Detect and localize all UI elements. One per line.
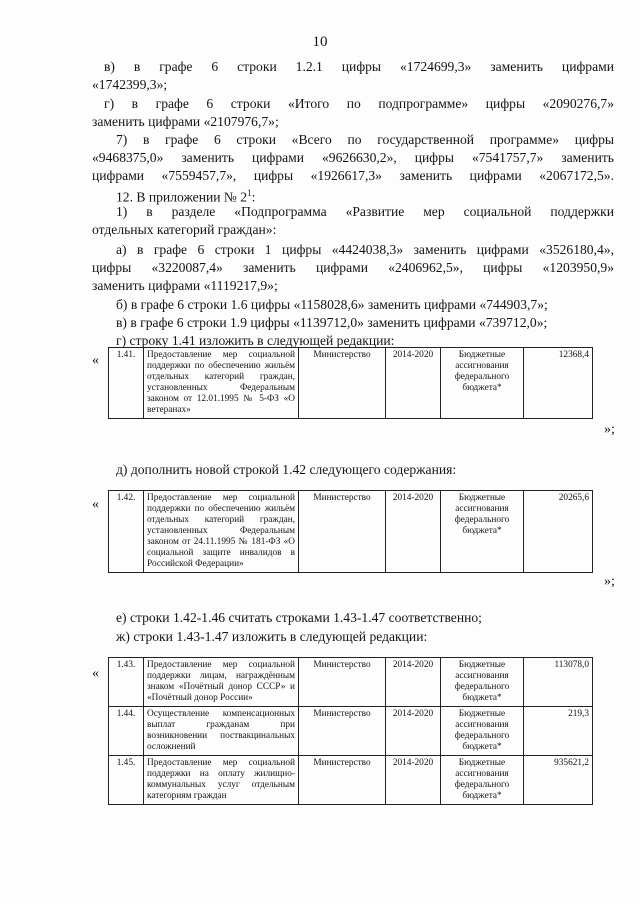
row-source: Бюджетные ассигнования федерального бюджета*	[441, 707, 524, 756]
table-row	[109, 756, 593, 805]
paragraph-v2: в) в графе 6 строки 1.9 цифры «1139712,0» заменить цифрами «739712,0»;	[116, 315, 548, 330]
paragraph-zh: ж) строки 1.43-1.47 изложить в следующей редакции:	[116, 629, 428, 644]
row-ministry: Министерство	[299, 658, 386, 707]
paragraph-1-line2: отдельных категорий граждан»:	[92, 222, 277, 237]
row-description: Предоставление мер социальной поддержки на оплату жилищно-коммунальных услуг отдельным категориям граждан	[144, 756, 299, 805]
row-amount: 219,3	[524, 707, 593, 756]
row-description: Предоставление мер социальной поддержки по обеспечению жильём отдельных категорий граждан, установленных Федеральным законом от 12.01.1995 № 5-ФЗ «О ветеранах»	[144, 348, 299, 419]
row-amount: 113078,0	[524, 658, 593, 707]
paragraph-d: д) дополнить новой строкой 1.42 следующего содержания:	[116, 462, 457, 477]
row-description: Предоставление мер социальной поддержки лицам, награждённым знаком «Почётный донор СССР» и «Почётный донор России»	[144, 658, 299, 707]
paragraph-v-line1: в) в графе 6 строки 1.2.1 цифры «1724699,3» заменить цифрами	[104, 59, 614, 74]
row-number: 1.43.	[109, 658, 144, 707]
paragraph-7-line2: «9468375,0» заменить цифрами «9626630,2», цифры «7541757,7» заменить	[92, 150, 614, 165]
paragraph-a-line1: а) в графе 6 строки 1 цифры «4424038,3» заменить цифрами «3526180,4»,	[116, 242, 614, 257]
quote-close-2: »;	[604, 574, 615, 589]
table-row	[109, 658, 593, 707]
paragraph-g-line2: заменить цифрами «2107976,7»;	[92, 114, 279, 129]
table-rows-1-43-1-45	[108, 657, 593, 805]
paragraph-e: е) строки 1.42-1.46 считать строками 1.43-1.47 соответственно;	[116, 610, 482, 625]
row-years: 2014-2020	[386, 348, 441, 419]
row-source: Бюджетные ассигнования федерального бюджета*	[441, 756, 524, 805]
paragraph-7-line3: цифрами «7559457,7», цифры «1926617,3» заменить цифрами «2067172,5».	[92, 168, 614, 183]
row-ministry: Министерство	[299, 348, 386, 419]
row-number: 1.41.	[109, 348, 144, 419]
paragraph-g-line1: г) в графе 6 строки «Итого по подпрограмме» цифры «2090276,7»	[104, 96, 614, 111]
paragraph-12-colon: :	[251, 189, 256, 205]
paragraph-v-line2: «1742399,3»;	[92, 77, 168, 92]
row-description: Предоставление мер социальной поддержки по обеспечению жильём отдельных категорий граждан, установленных Федеральным законом от 24.11.1995 № 181-ФЗ «О социальной защите инвалидов в Российской Федерации»	[144, 491, 299, 573]
row-ministry: Министерство	[299, 707, 386, 756]
row-years: 2014-2020	[386, 491, 441, 573]
row-ministry: Министерство	[299, 756, 386, 805]
quote-close-1: »;	[604, 422, 615, 437]
paragraph-a-line2: цифры «3220087,4» заменить цифрами «2406962,5», цифры «1203950,9»	[92, 260, 614, 275]
paragraph-b: б) в графе 6 строки 1.6 цифры «1158028,6» заменить цифрами «744903,7»;	[116, 297, 548, 312]
table-row-1-42	[108, 490, 593, 573]
quote-open-1: «	[92, 353, 99, 368]
table-row-1-41	[108, 347, 593, 419]
table-row	[109, 707, 593, 756]
row-ministry: Министерство	[299, 491, 386, 573]
paragraph-7-line1: 7) в графе 6 строки «Всего по государственной программе» цифры	[116, 132, 614, 147]
page-number: 10	[312, 34, 328, 50]
row-amount: 20265,6	[524, 491, 593, 573]
row-amount: 12368,4	[524, 348, 593, 419]
row-years: 2014-2020	[386, 756, 441, 805]
row-source: Бюджетные ассигнования федерального бюджета*	[441, 491, 524, 573]
row-years: 2014-2020	[386, 658, 441, 707]
row-source: Бюджетные ассигнования федерального бюджета*	[441, 348, 524, 419]
row-number: 1.44.	[109, 707, 144, 756]
row-number: 1.42.	[109, 491, 144, 573]
paragraph-12-text: 12. В приложении № 2	[116, 189, 248, 205]
row-number: 1.45.	[109, 756, 144, 805]
paragraph-1-line1: 1) в разделе «Подпрограмма «Развитие мер социальной поддержки	[116, 204, 614, 219]
paragraph-a-line3: заменить цифрами «1119217,9»;	[92, 278, 278, 293]
row-amount: 935621,2	[524, 756, 593, 805]
row-years: 2014-2020	[386, 707, 441, 756]
row-source: Бюджетные ассигнования федерального бюджета*	[441, 658, 524, 707]
paragraph-g2: г) строку 1.41 изложить в следующей редакции:	[116, 333, 395, 348]
paragraph-12-superscript: 1	[247, 188, 252, 198]
row-description: Осуществление компенсационных выплат гражданам при возникновении поствакцинальных осложнений	[144, 707, 299, 756]
quote-open-2: «	[92, 497, 99, 512]
quote-open-3: «	[92, 666, 99, 681]
